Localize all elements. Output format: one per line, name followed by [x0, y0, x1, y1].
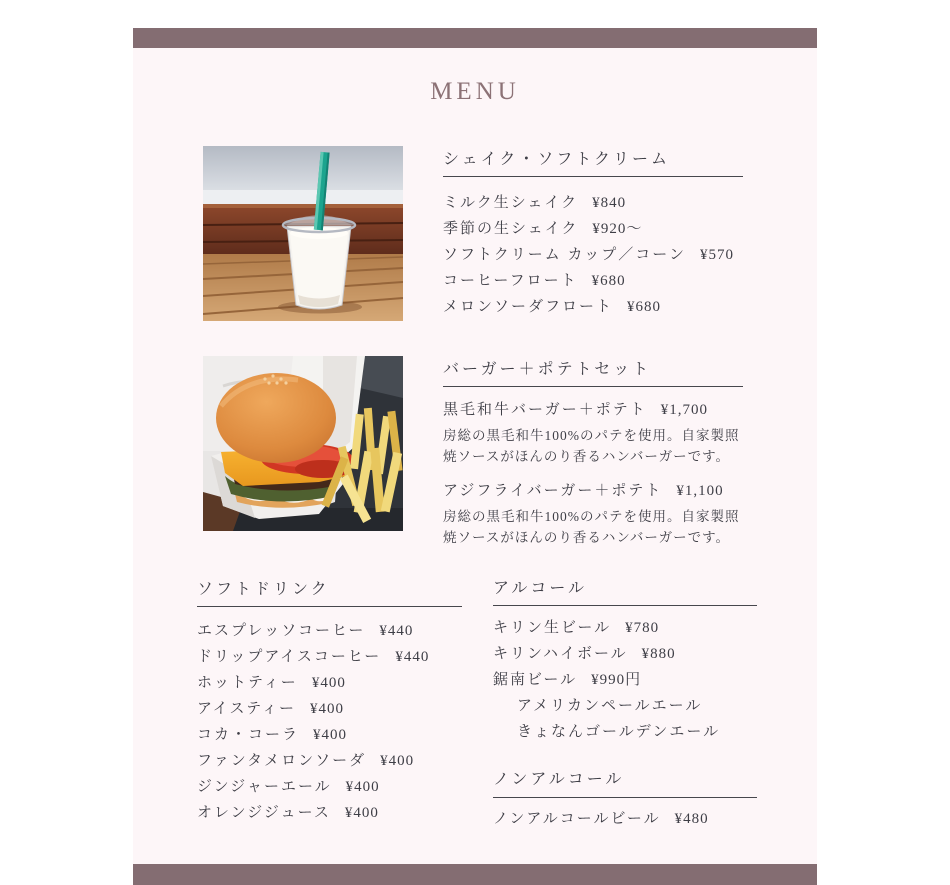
item-name: ホットティー: [197, 675, 298, 691]
menu-item: [197, 774, 462, 800]
menu-subitem: [493, 693, 757, 719]
menu-item: [443, 190, 743, 216]
section-title: バーガー＋ポテトセット: [443, 356, 743, 387]
section-non-alcohol: [493, 766, 757, 832]
section-shake-softcream: [443, 146, 743, 320]
menu-item-list: [493, 615, 757, 745]
menu-item-list: [197, 618, 462, 826]
menu-item-list: [443, 190, 743, 320]
item-name: アメリカンペールエール: [517, 698, 703, 714]
item-name: オレンジジュース: [197, 805, 331, 821]
item-name: アイスティー: [197, 701, 297, 717]
milkshake-photo: [203, 146, 403, 321]
item-name: 季節の生シェイク: [443, 221, 579, 237]
menu-item: [493, 667, 757, 693]
menu-item: [493, 641, 757, 667]
menu-item: [197, 644, 462, 670]
item-price: ¥680: [627, 299, 662, 315]
item-name: キリンハイボール: [493, 646, 628, 662]
item-name: エスプレッソコーヒー: [197, 623, 366, 639]
item-price: ¥570: [700, 247, 735, 263]
item-name: アジフライバーガー＋ポテト: [443, 483, 663, 499]
bottom-accent-bar: [133, 864, 817, 885]
section-soft-drink: [197, 576, 462, 826]
menu-item: [443, 478, 743, 548]
item-price: ¥840: [592, 195, 627, 211]
item-price: ¥880: [641, 646, 676, 662]
item-price: ¥1,100: [676, 483, 724, 499]
menu-item: [443, 294, 743, 320]
menu-item: [493, 615, 757, 641]
item-price: ¥400: [380, 753, 415, 769]
menu-item: [443, 397, 743, 467]
section-title: ノンアルコール: [493, 766, 757, 798]
section-title: シェイク・ソフトクリーム: [443, 146, 743, 177]
section-alcohol: [493, 575, 757, 745]
item-price: ¥1,700: [660, 402, 708, 418]
menu-item: [197, 696, 462, 722]
item-price: ¥400: [313, 727, 348, 743]
item-name: 黒毛和牛バーガー＋ポテト: [443, 402, 647, 418]
item-price: ¥400: [344, 805, 379, 821]
menu-item: [493, 806, 757, 832]
menu-content: [133, 48, 817, 864]
item-price: ¥400: [345, 779, 380, 795]
item-name: ノンアルコールビール: [493, 811, 661, 827]
menu-item: [443, 268, 743, 294]
menu-item: [197, 722, 462, 748]
page-title: MENU: [430, 78, 520, 105]
item-price: ¥480: [674, 811, 709, 827]
item-name: ミルク生シェイク: [443, 195, 579, 211]
item-price: ¥780: [625, 620, 660, 636]
menu-item: [197, 618, 462, 644]
item-name: きょなんゴールデンエール: [517, 724, 721, 740]
item-name: ジンジャーエール: [197, 779, 332, 795]
item-name: ソフトクリーム カップ／コーン: [443, 247, 687, 263]
item-name: キリン生ビール: [493, 620, 612, 636]
item-price: ¥920〜: [592, 221, 643, 237]
item-description: 房総の黒毛和牛100%のパテを使用。自家製照 焼ソースがほんのり香るハンバーガーです。: [443, 428, 740, 464]
item-description: 房総の黒毛和牛100%のパテを使用。自家製照 焼ソースがほんのり香るハンバーガーです。: [443, 509, 740, 545]
item-name: 鋸南ビール: [493, 672, 578, 688]
top-accent-bar: [133, 28, 817, 48]
section-title: ソフトドリンク: [197, 576, 462, 607]
menu-item: [443, 216, 743, 242]
item-price: ¥440: [379, 623, 414, 639]
item-price: ¥440: [395, 649, 430, 665]
section-burger-set: [443, 356, 743, 548]
item-price: ¥400: [310, 701, 345, 717]
menu-item: [197, 800, 462, 826]
menu-item: [443, 242, 743, 268]
menu-subitem: [493, 719, 757, 745]
menu-item: [197, 670, 462, 696]
item-price: ¥400: [311, 675, 346, 691]
section-title: アルコール: [493, 575, 757, 606]
item-name: コカ・コーラ: [197, 727, 300, 743]
item-name: コーヒーフロート: [443, 273, 578, 289]
item-price: ¥990円: [591, 672, 642, 688]
menu-item-list: [493, 806, 757, 832]
item-price: ¥680: [591, 273, 626, 289]
item-name: メロンソーダフロート: [443, 299, 614, 315]
burger-set-photo: [203, 356, 403, 531]
menu-item: [197, 748, 462, 774]
item-name: ファンタメロンソーダ: [197, 753, 367, 769]
item-name: ドリップアイスコーヒー: [197, 649, 382, 665]
